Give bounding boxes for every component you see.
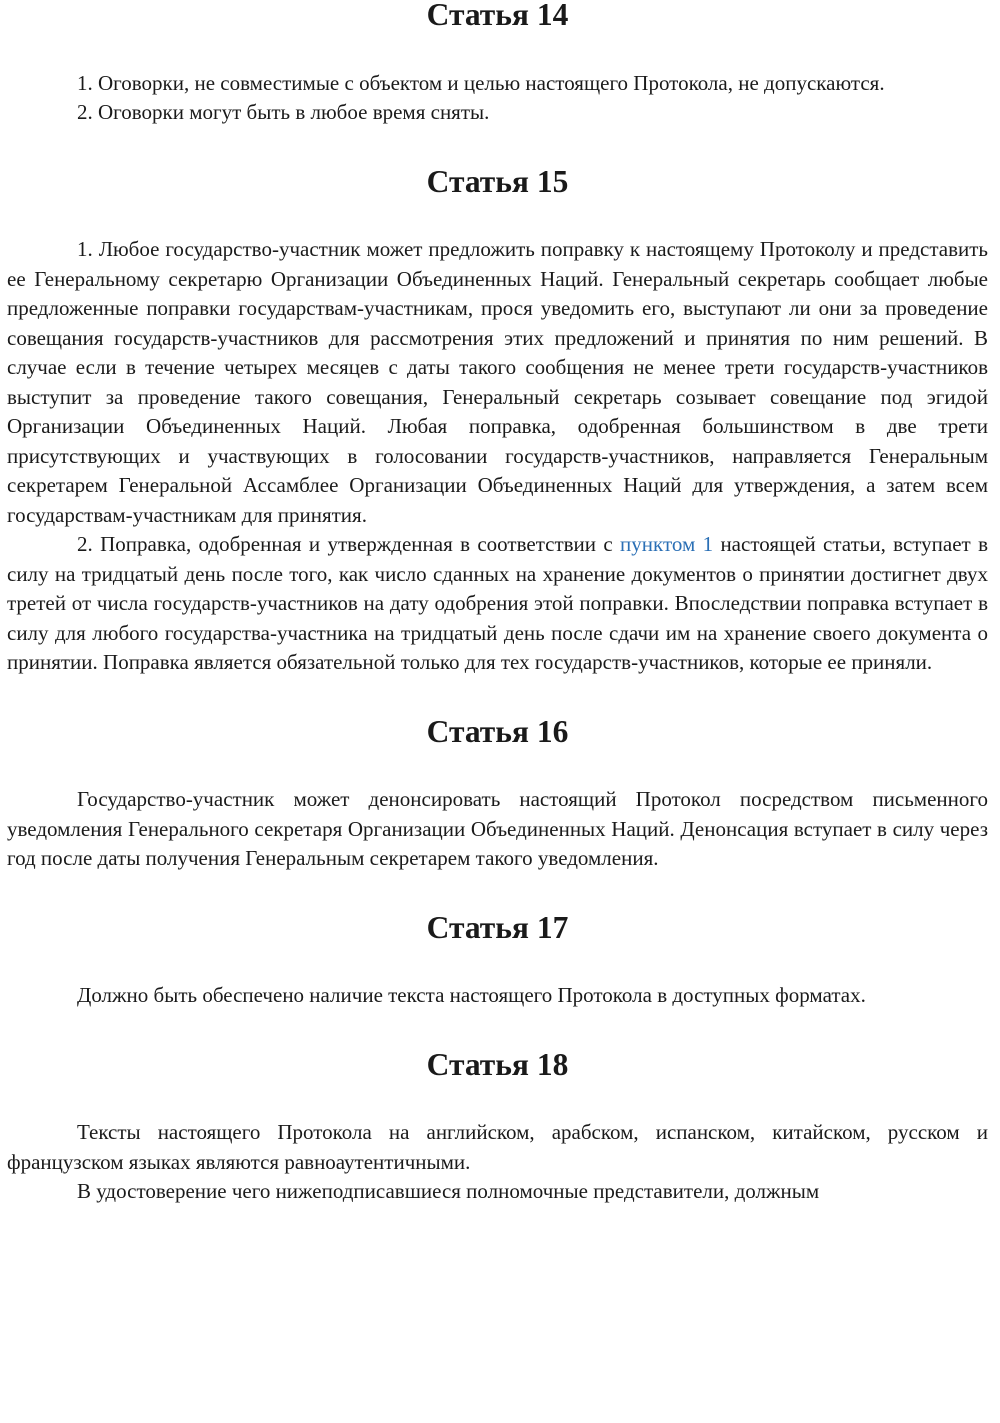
article-heading: Статья 14 bbox=[426, 0, 569, 32]
article-paragraph: 1. Оговорки, не совместимые с объектом и целью настоящего Протокола, не допускаются. bbox=[77, 70, 885, 95]
article-paragraph bbox=[7, 530, 988, 678]
paragraph-text: настоящей статьи, вступает в силу на тридцатый день после того, как число сданных на хранение документов о принятии достигнет двух третей от числа государств-участников на дату одобрения этой поправки. Впоследствии поправка вступает в силу для любого государства-участника на тридцатый день после сдачи им на хранение своего документа о принятии. Поправка является обязательной только для тех государств-участников, которые ее приняли. bbox=[7, 532, 988, 674]
article-paragraph: 2. Оговорки могут быть в любое время сняты. bbox=[77, 100, 490, 124]
article-15 bbox=[7, 163, 988, 678]
article-heading: Статья 18 bbox=[426, 1046, 569, 1082]
article-paragraph: Должно быть обеспечено наличие текста настоящего Протокола в доступных форматах. bbox=[77, 983, 866, 1007]
article-16 bbox=[7, 713, 988, 874]
article-heading: Статья 16 bbox=[426, 713, 569, 749]
article-paragraph: В удостоверение чего нижеподписавшиеся полномочные представители, должным bbox=[77, 1179, 820, 1203]
article-17 bbox=[7, 909, 988, 1011]
article-paragraph: Государство-участник может денонсировать настоящий Протокол посредством письменного уведомления Генерального секретаря Организации Объединенных Наций. Денонсация вступает в силу через год после даты получения Генеральным секретарем такого уведомления. bbox=[7, 787, 988, 870]
article-18 bbox=[7, 1046, 988, 1207]
article-paragraph: Тексты настоящего Протокола на английском, арабском, испанском, китайском, русском и французском языках являются равноаутентичными. bbox=[7, 1120, 988, 1174]
article-heading: Статья 15 bbox=[426, 163, 569, 199]
paragraph-link[interactable]: пунктом 1 bbox=[620, 532, 714, 556]
article-paragraph: 1. Любое государство-участник может предложить поправку к настоящему Протоколу и представить ее Генеральному секретарю Организации Объединенных Наций. Генеральный секретарь сообщает любые предложенные поправки государствам-участникам, прося уведомить его, выступают ли они за проведение совещания государств-участников для рассмотрения этих предложений и принятия по ним решений. В случае если в течение четырех месяцев с даты такого сообщения не менее трети государств-участников выступит за проведение такого совещания, Генеральный секретарь созывает совещание под эгидой Организации Объединенных Наций. Любая поправка, одобренная большинством в две трети присутствующих и участвующих в голосовании государств-участников, направляется Генеральным секретарем Генеральной Ассамблее Организации Объединенных Наций для утверждения, а затем всем государствам-участникам для принятия. bbox=[7, 237, 988, 527]
paragraph-text: 2. Поправка, одобренная и утвержденная в соответствии с bbox=[77, 532, 621, 556]
article-14 bbox=[7, 0, 988, 128]
article-heading: Статья 17 bbox=[426, 909, 569, 945]
